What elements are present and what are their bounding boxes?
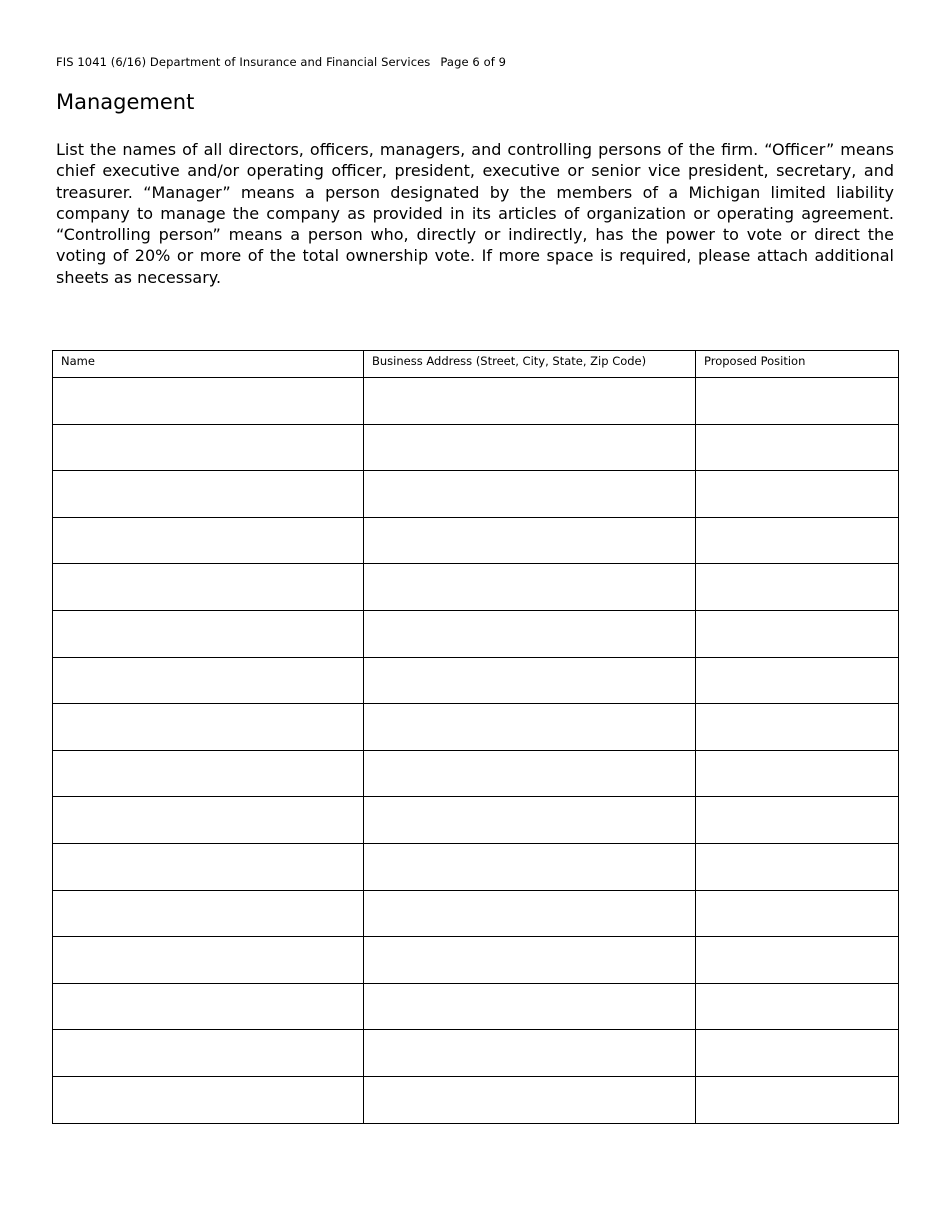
name-field[interactable] — [53, 425, 363, 471]
proposed-position-field[interactable] — [696, 891, 898, 937]
name-field[interactable] — [53, 611, 363, 657]
proposed-position-cell[interactable] — [696, 1030, 899, 1077]
column-header-proposed-position: Proposed Position — [696, 351, 899, 378]
name-cell[interactable] — [53, 610, 364, 657]
table-row — [53, 797, 899, 844]
table-row — [53, 704, 899, 751]
proposed-position-cell[interactable] — [696, 424, 899, 471]
table-header-row — [53, 351, 899, 378]
proposed-position-field[interactable] — [696, 937, 898, 983]
proposed-position-field[interactable] — [696, 658, 898, 704]
proposed-position-field[interactable] — [696, 611, 898, 657]
table-body — [53, 378, 899, 1124]
business-address-cell[interactable] — [364, 1030, 696, 1077]
name-cell[interactable] — [53, 797, 364, 844]
business-address-field[interactable] — [364, 1030, 695, 1076]
business-address-cell[interactable] — [364, 378, 696, 425]
business-address-field[interactable] — [364, 797, 695, 843]
proposed-position-cell[interactable] — [696, 937, 899, 984]
proposed-position-field[interactable] — [696, 844, 898, 890]
name-field[interactable] — [53, 751, 363, 797]
name-field[interactable] — [53, 937, 363, 983]
proposed-position-field[interactable] — [696, 425, 898, 471]
business-address-field[interactable] — [364, 984, 695, 1030]
proposed-position-cell[interactable] — [696, 564, 899, 611]
table-row — [53, 564, 899, 611]
table-row — [53, 890, 899, 937]
business-address-field[interactable] — [364, 378, 695, 424]
business-address-cell[interactable] — [364, 424, 696, 471]
business-address-cell[interactable] — [364, 937, 696, 984]
proposed-position-field[interactable] — [696, 378, 898, 424]
business-address-field[interactable] — [364, 1077, 695, 1123]
name-cell[interactable] — [53, 937, 364, 984]
name-cell[interactable] — [53, 657, 364, 704]
name-field[interactable] — [53, 564, 363, 610]
business-address-cell[interactable] — [364, 657, 696, 704]
table-row — [53, 750, 899, 797]
business-address-field[interactable] — [364, 704, 695, 750]
proposed-position-field[interactable] — [696, 797, 898, 843]
table-row — [53, 378, 899, 425]
table-row — [53, 657, 899, 704]
table-row — [53, 983, 899, 1030]
proposed-position-field[interactable] — [696, 1077, 898, 1123]
proposed-position-cell[interactable] — [696, 750, 899, 797]
business-address-field[interactable] — [364, 891, 695, 937]
column-header-name: Name — [53, 351, 364, 378]
proposed-position-field[interactable] — [696, 751, 898, 797]
proposed-position-field[interactable] — [696, 518, 898, 564]
name-cell[interactable] — [53, 1030, 364, 1077]
business-address-field[interactable] — [364, 937, 695, 983]
name-field[interactable] — [53, 1030, 363, 1076]
business-address-field[interactable] — [364, 844, 695, 890]
business-address-cell[interactable] — [364, 564, 696, 611]
name-field[interactable] — [53, 518, 363, 564]
management-table — [52, 350, 899, 1124]
business-address-cell[interactable] — [364, 517, 696, 564]
business-address-field[interactable] — [364, 751, 695, 797]
proposed-position-field[interactable] — [696, 1030, 898, 1076]
proposed-position-field[interactable] — [696, 704, 898, 750]
proposed-position-field[interactable] — [696, 984, 898, 1030]
name-cell[interactable] — [53, 517, 364, 564]
business-address-cell[interactable] — [364, 797, 696, 844]
name-cell[interactable] — [53, 564, 364, 611]
name-field[interactable] — [53, 658, 363, 704]
column-header-business-address: Business Address (Street, City, State, Zip Code) — [364, 351, 696, 378]
business-address-cell[interactable] — [364, 890, 696, 937]
name-cell[interactable] — [53, 471, 364, 518]
business-address-cell[interactable] — [364, 750, 696, 797]
table-row — [53, 1076, 899, 1123]
name-cell[interactable] — [53, 890, 364, 937]
name-cell[interactable] — [53, 1076, 364, 1123]
table-row — [53, 424, 899, 471]
proposed-position-cell[interactable] — [696, 610, 899, 657]
business-address-cell[interactable] — [364, 843, 696, 890]
business-address-cell[interactable] — [364, 1076, 696, 1123]
table-row — [53, 517, 899, 564]
name-field[interactable] — [53, 891, 363, 937]
name-field[interactable] — [53, 378, 363, 424]
proposed-position-field[interactable] — [696, 564, 898, 610]
page-number: Page 6 of 9 — [440, 55, 507, 69]
proposed-position-cell[interactable] — [696, 704, 899, 751]
proposed-position-cell[interactable] — [696, 1076, 899, 1123]
name-cell[interactable] — [53, 704, 364, 751]
proposed-position-cell[interactable] — [696, 657, 899, 704]
name-field[interactable] — [53, 984, 363, 1030]
proposed-position-cell[interactable] — [696, 471, 899, 518]
name-cell[interactable] — [53, 843, 364, 890]
business-address-field[interactable] — [364, 518, 695, 564]
business-address-field[interactable] — [364, 658, 695, 704]
proposed-position-cell[interactable] — [696, 843, 899, 890]
proposed-position-cell[interactable] — [696, 517, 899, 564]
table-row — [53, 937, 899, 984]
name-cell[interactable] — [53, 750, 364, 797]
form-header — [56, 55, 506, 69]
business-address-cell[interactable] — [364, 610, 696, 657]
form-id: FIS 1041 (6/16) Department of Insurance and Financial Services — [56, 55, 431, 69]
name-field[interactable] — [53, 797, 363, 843]
name-cell[interactable] — [53, 983, 364, 1030]
business-address-field[interactable] — [364, 611, 695, 657]
name-cell[interactable] — [53, 424, 364, 471]
table-row — [53, 610, 899, 657]
business-address-cell[interactable] — [364, 983, 696, 1030]
section-title: Management — [56, 90, 195, 114]
proposed-position-cell[interactable] — [696, 378, 899, 425]
name-field[interactable] — [53, 844, 363, 890]
table-row — [53, 471, 899, 518]
table-row — [53, 843, 899, 890]
business-address-field[interactable] — [364, 425, 695, 471]
business-address-cell[interactable] — [364, 704, 696, 751]
instructions-paragraph: List the names of all directors, officers, managers, and controlling persons of the firm. “Officer” means chief executive and/or operating officer, president, executive or senior vice president, secretary, and treasurer. “Manager” means a person designated by the members of a Michigan limited liability company to manage the company as provided in its articles of organization or operating agreement. “Controlling person” means a person who, directly or indirectly, has the power to vote or direct the voting of 20% or more of the total ownership vote. If more space is required, please attach additional sheets as necessary. — [56, 140, 894, 287]
business-address-field[interactable] — [364, 471, 695, 517]
name-field[interactable] — [53, 704, 363, 750]
name-field[interactable] — [53, 471, 363, 517]
name-field[interactable] — [53, 1077, 363, 1123]
proposed-position-cell[interactable] — [696, 983, 899, 1030]
proposed-position-cell[interactable] — [696, 890, 899, 937]
name-cell[interactable] — [53, 378, 364, 425]
business-address-cell[interactable] — [364, 471, 696, 518]
business-address-field[interactable] — [364, 564, 695, 610]
proposed-position-field[interactable] — [696, 471, 898, 517]
table-row — [53, 1030, 899, 1077]
proposed-position-cell[interactable] — [696, 797, 899, 844]
